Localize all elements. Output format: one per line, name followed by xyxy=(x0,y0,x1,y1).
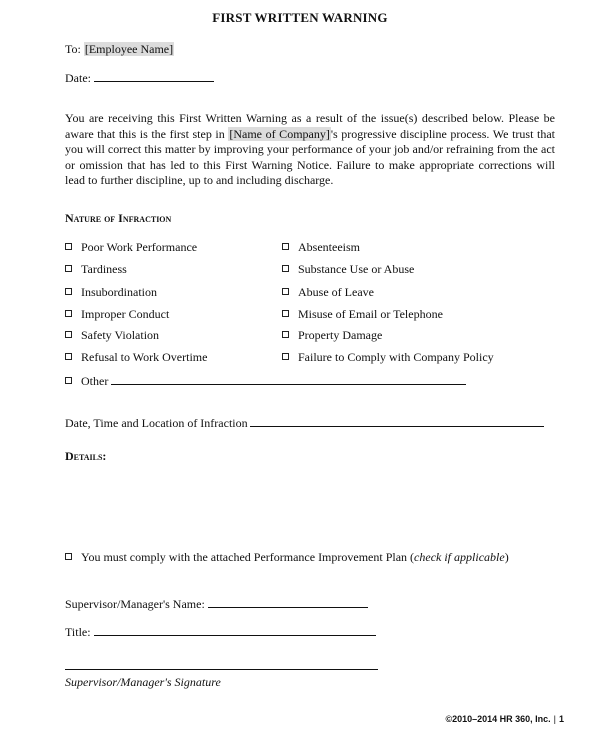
page-title: FIRST WRITTEN WARNING xyxy=(212,10,388,25)
intro-paragraph xyxy=(65,111,555,189)
checkbox-icon[interactable] xyxy=(65,377,72,384)
checkbox-icon[interactable] xyxy=(65,331,72,338)
infraction-item[interactable]: Insubordination xyxy=(65,285,157,300)
employee-name-field[interactable]: [Employee Name] xyxy=(84,42,174,56)
checkbox-icon[interactable] xyxy=(282,265,289,272)
company-name-field[interactable]: [Name of Company] xyxy=(229,126,330,141)
checkbox-icon[interactable] xyxy=(282,353,289,360)
supervisor-title-label: Title: xyxy=(65,625,91,639)
infraction-item[interactable]: Abuse of Leave xyxy=(282,285,374,300)
checkbox-icon[interactable] xyxy=(65,288,72,295)
infraction-item[interactable]: Tardiness xyxy=(65,262,127,277)
checkbox-icon[interactable] xyxy=(282,331,289,338)
paragraph-text-2: 's progressive discipline process. We trust that you will correct this matter by improving your performance of your job and/or refraining from the act or omission that has led to this First Warning Notice. Failure to make appropriate corrections will lead to further discipline, up to and including discharge. xyxy=(65,126,555,187)
checkbox-icon[interactable] xyxy=(282,243,289,250)
other-field[interactable] xyxy=(111,373,466,385)
paragraph-text-1: You are receiving this First Written Warning as a result of the issue(s) described below. Please be aware that this is the first step in xyxy=(65,111,555,141)
checkbox-icon[interactable] xyxy=(65,265,72,272)
infraction-other-row xyxy=(65,373,466,389)
footer-copyright: ©2010–2014 HR 360, Inc. xyxy=(445,714,551,724)
signature-line[interactable] xyxy=(65,669,378,670)
page-number: 1 xyxy=(558,714,564,724)
checkbox-icon[interactable] xyxy=(282,288,289,295)
infraction-item[interactable]: Refusal to Work Overtime xyxy=(65,350,207,365)
checkbox-icon[interactable] xyxy=(65,553,72,560)
checkbox-icon[interactable] xyxy=(65,243,72,250)
checkbox-icon[interactable] xyxy=(65,310,72,317)
footer-separator: | xyxy=(553,714,556,724)
nature-of-infraction-heading: Nature of Infraction xyxy=(65,211,172,225)
infraction-item[interactable]: Failure to Comply with Company Policy xyxy=(282,350,494,365)
infraction-item[interactable]: Substance Use or Abuse xyxy=(282,262,414,277)
date-label: Date: xyxy=(65,71,91,85)
infraction-item[interactable]: Poor Work Performance xyxy=(65,240,197,255)
checkbox-icon[interactable] xyxy=(282,310,289,317)
date-field[interactable] xyxy=(94,70,214,82)
date-time-location-field[interactable] xyxy=(250,415,544,427)
to-label: To: xyxy=(65,42,81,56)
to-row xyxy=(65,42,174,57)
infraction-item[interactable]: Safety Violation xyxy=(65,328,159,343)
infraction-item[interactable]: Improper Conduct xyxy=(65,307,169,322)
checkbox-icon[interactable] xyxy=(65,353,72,360)
other-label: Other xyxy=(81,374,109,388)
supervisor-title-row xyxy=(65,624,376,640)
date-time-location-label: Date, Time and Location of Infraction xyxy=(65,416,248,430)
infraction-item[interactable]: Absenteeism xyxy=(282,240,360,255)
infraction-item[interactable]: Property Damage xyxy=(282,328,382,343)
signature-label: Supervisor/Manager's Signature xyxy=(65,675,221,689)
pip-row[interactable]: You must comply with the attached Performance Improvement Plan (check if applicable) xyxy=(65,550,509,565)
infraction-item[interactable]: Misuse of Email or Telephone xyxy=(282,307,443,322)
page-footer xyxy=(445,714,564,724)
date-row xyxy=(65,70,214,86)
supervisor-title-field[interactable] xyxy=(94,624,376,636)
date-time-location-row xyxy=(65,415,544,431)
supervisor-name-row xyxy=(65,596,368,612)
details-heading: Details: xyxy=(65,449,107,463)
supervisor-name-field[interactable] xyxy=(208,596,368,608)
supervisor-name-label: Supervisor/Manager's Name: xyxy=(65,597,205,611)
